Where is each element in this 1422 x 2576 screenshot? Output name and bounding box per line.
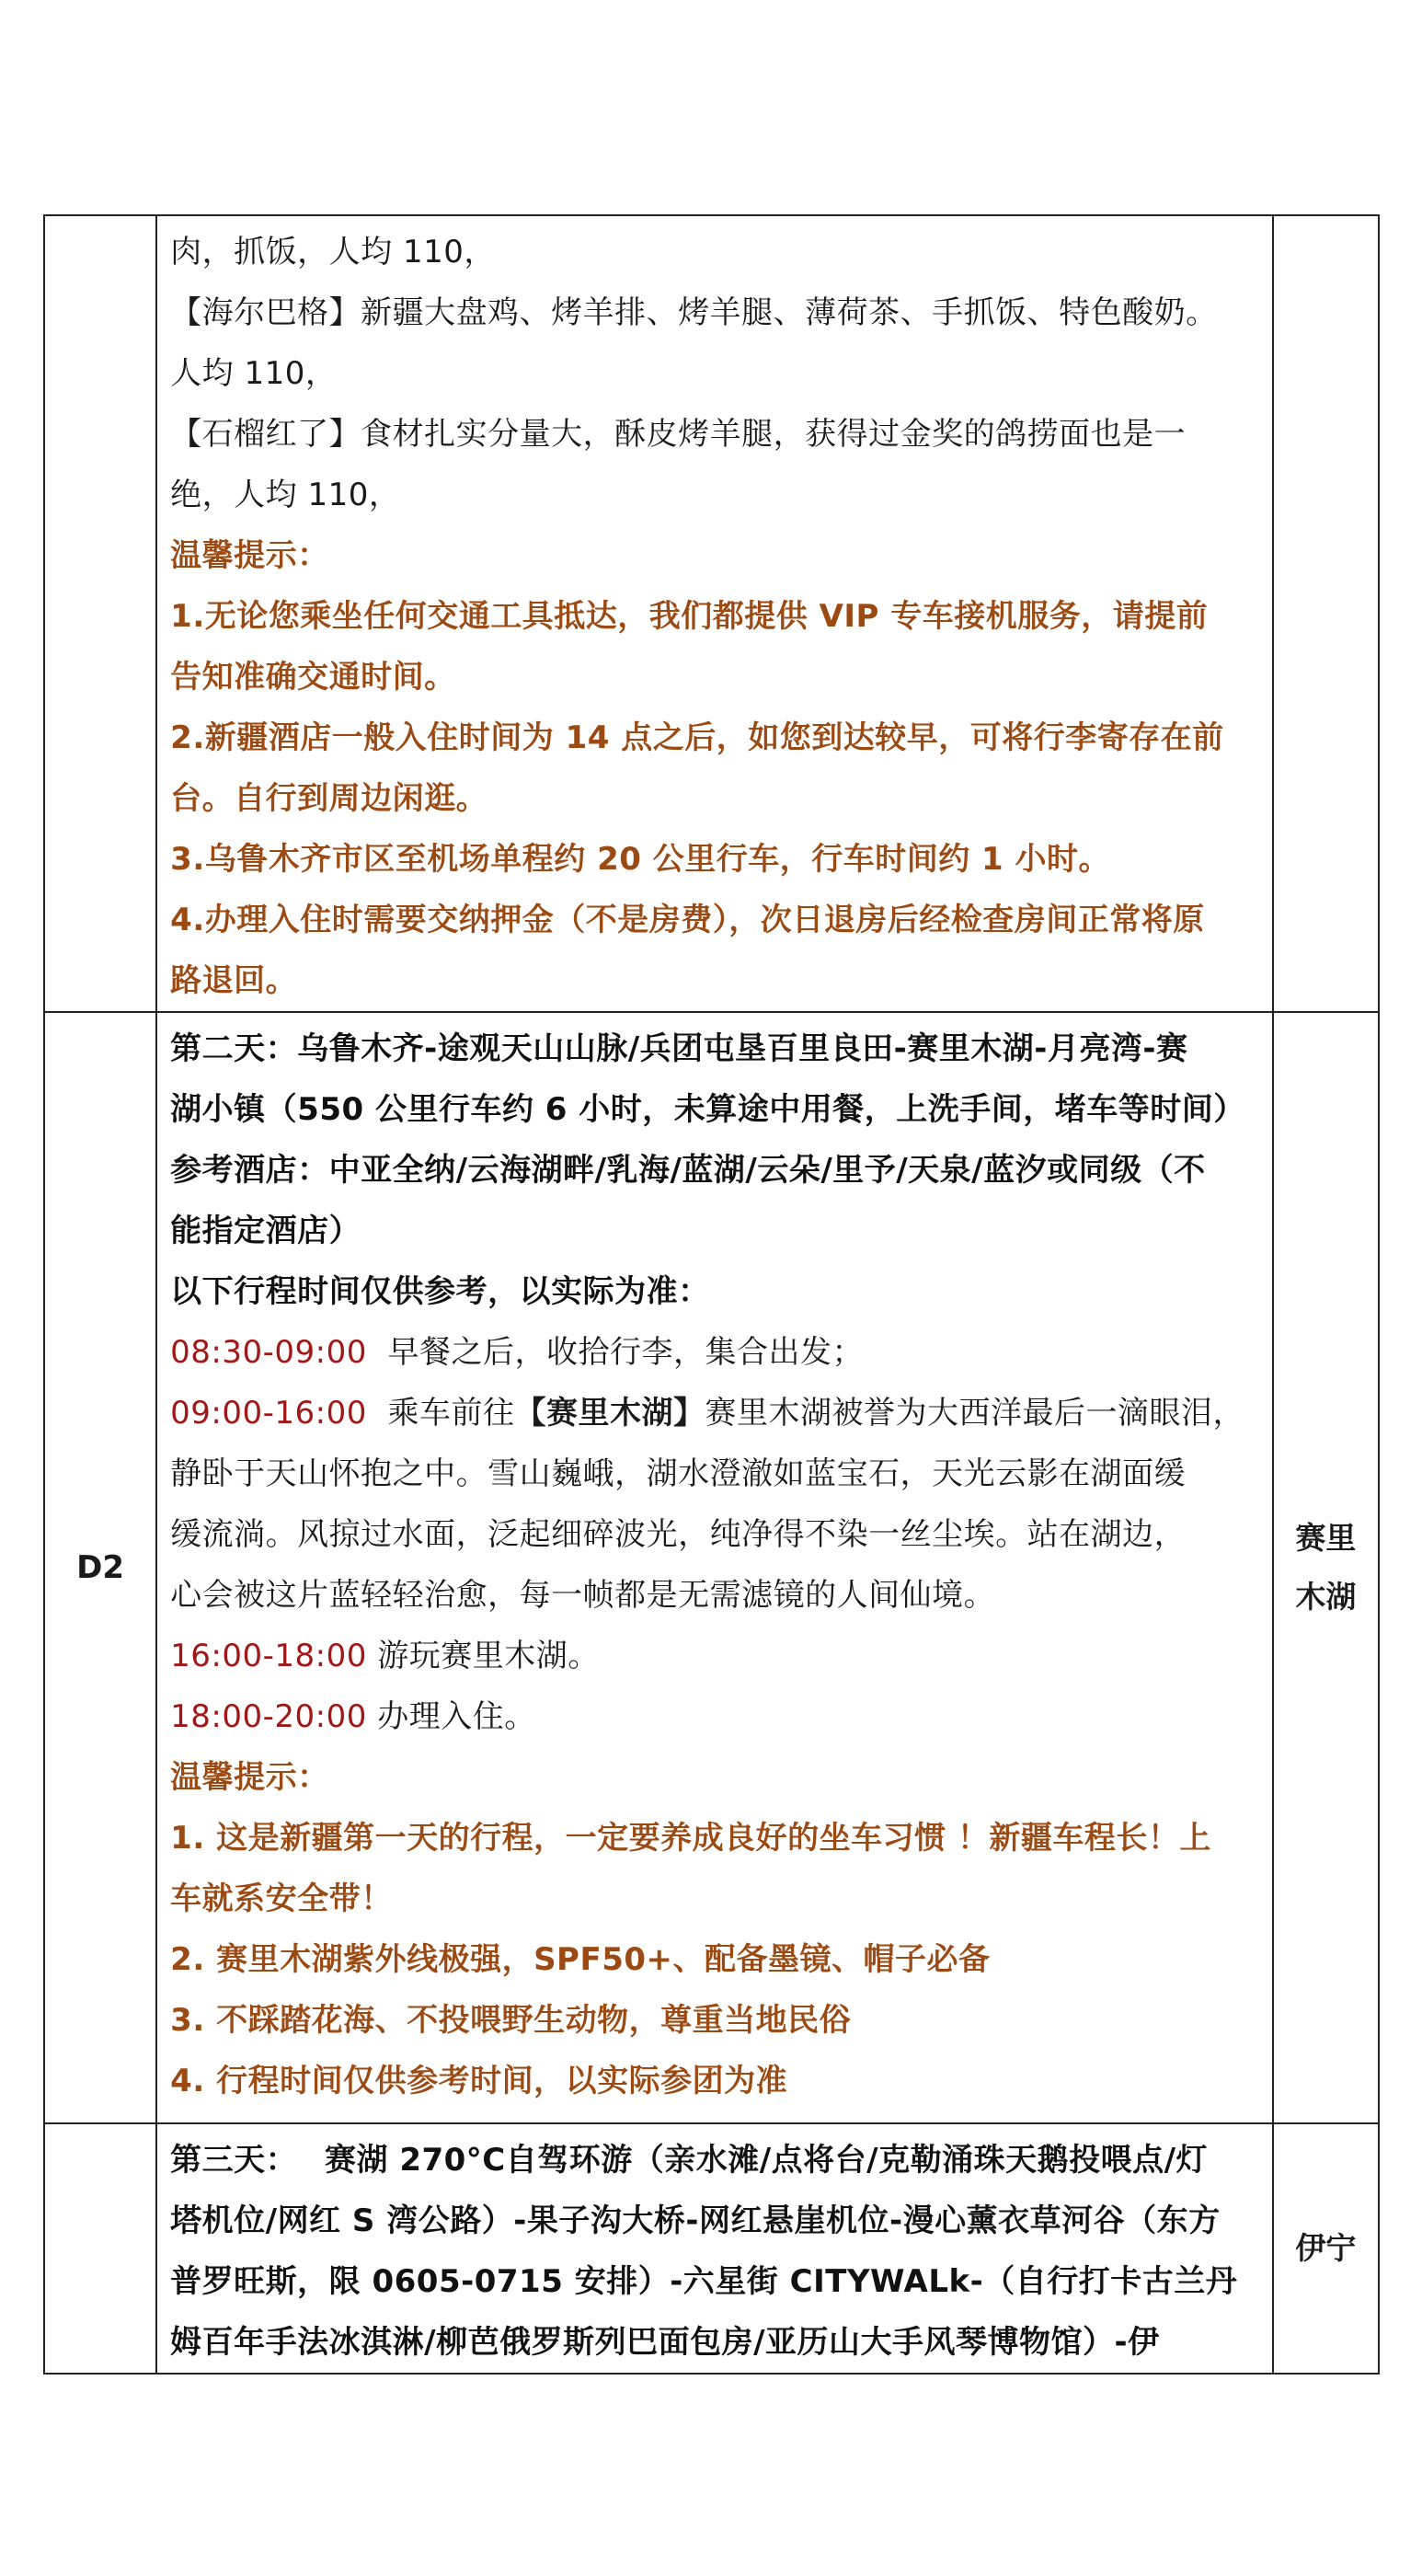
hotel-line: 能指定酒店） <box>170 1213 361 1249</box>
schedule-item <box>170 1383 1259 1443</box>
tip-line: 4. 行程时间仅供参考时间，以实际参团为准 <box>170 2063 788 2099</box>
tip-line: 告知准确交通时间。 <box>170 659 456 696</box>
food-line: 【石榴红了】食材扎实分量大，酥皮烤羊腿，获得过金奖的鸽捞面也是一 <box>170 416 1187 453</box>
hotel-line: 参考酒店：中亚全纳/云海湖畔/乳海/蓝湖/云朵/里予/天泉/蓝汐或同级（不 <box>170 1152 1206 1189</box>
schedule-time: 08:30-09:00 <box>170 1334 367 1371</box>
schedule-time: 16:00-18:00 <box>170 1638 367 1674</box>
itinerary-detail-cell <box>156 1012 1273 2123</box>
schedule-text: 办理入住。 <box>377 1698 536 1735</box>
day-cell <box>44 215 156 1012</box>
itinerary-row-day1 <box>44 215 1379 1012</box>
tips-heading: 温馨提示： <box>170 1759 329 1796</box>
location-label: 赛里木湖 <box>1295 1520 1357 1615</box>
description-line: 心会被这片蓝轻轻治愈，每一帧都是无需滤镜的人间仙境。 <box>170 1577 996 1614</box>
schedule-note: 以下行程时间仅供参考，以实际为准： <box>170 1273 710 1310</box>
schedule-text: 赛里木湖被誉为大西洋最后一滴眼泪， <box>705 1395 1245 1432</box>
tip-line: 3. 不踩踏花海、不投喂野生动物，尊重当地民俗 <box>170 2002 852 2039</box>
location-cell <box>1273 215 1379 1012</box>
day-heading-line: 姆百年手法冰淇淋/柳芭俄罗斯列巴面包房/亚历山大手风琴博物馆）-伊 <box>170 2324 1160 2361</box>
schedule-time: 18:00-20:00 <box>170 1698 367 1735</box>
schedule-text: 乘车前往 <box>387 1395 515 1432</box>
schedule-item <box>170 1626 1259 1686</box>
day-heading-line: 普罗旺斯，限 0605-0715 安排）-六星街 CITYWALk-（自行打卡古兰丹 <box>170 2263 1238 2300</box>
itinerary-table <box>43 214 1380 2375</box>
tip-line: 台。自行到周边闲逛。 <box>170 780 488 817</box>
day-heading-line: 塔机位/网红 S 湾公路）-果子沟大桥-网红悬崖机位-漫心薰衣草河谷（东方 <box>170 2202 1221 2239</box>
tip-line: 2.新疆酒店一般入住时间为 14 点之后，如您到达较早，可将行李寄存在前 <box>170 719 1224 756</box>
day-label: D2 <box>76 1549 125 1586</box>
location-cell <box>1273 2123 1379 2374</box>
day-heading-line: 第二天：乌鲁木齐-途观天山山脉/兵团屯垦百里良田-赛里木湖-月亮湾-赛 <box>170 1030 1188 1067</box>
location-cell <box>1273 1012 1379 2123</box>
tip-line: 1.无论您乘坐任何交通工具抵达，我们都提供 VIP 专车接机服务，请提前 <box>170 598 1209 635</box>
itinerary-row-day3 <box>44 2123 1379 2374</box>
description-line: 缓流淌。风掠过水面，泛起细碎波光，纯净得不染一丝尘埃。站在湖边， <box>170 1516 1187 1553</box>
tips-heading: 温馨提示： <box>170 537 329 574</box>
tip-line: 路退回。 <box>170 962 298 999</box>
tip-line: 4.办理入住时需要交纳押金（不是房费），次日退房后经检查房间正常将原 <box>170 902 1205 938</box>
tip-line: 2. 赛里木湖紫外线极强，SPF50+、配备墨镜、帽子必备 <box>170 1941 991 1978</box>
food-line: 肉，抓饭，人均 110， <box>170 234 496 270</box>
day-heading-line: 湖小镇（550 公里行车约 6 小时，未算途中用餐，上洗手间，堵车等时间） <box>170 1091 1245 1128</box>
day-cell <box>44 2123 156 2374</box>
location-label: 伊宁 <box>1295 2230 1357 2266</box>
tip-line: 车就系安全带！ <box>170 1880 393 1917</box>
schedule-item <box>170 1686 1259 1747</box>
food-line: 【海尔巴格】新疆大盘鸡、烤羊排、烤羊腿、薄荷茶、手抓饭、特色酸奶。 <box>170 294 1218 331</box>
itinerary-detail-cell <box>156 215 1273 1012</box>
day-heading-line: 第三天： 赛湖 270°C自驾环游（亲水滩/点将台/克勒涌珠天鹅投喂点/灯 <box>170 2142 1209 2179</box>
attraction-name: 【赛里木湖】 <box>514 1395 705 1432</box>
food-line: 人均 110， <box>170 355 338 392</box>
schedule-time: 09:00-16:00 <box>170 1395 367 1432</box>
description-line: 静卧于天山怀抱之中。雪山巍峨，湖水澄澈如蓝宝石，天光云影在湖面缓 <box>170 1455 1187 1492</box>
tip-line: 3.乌鲁木齐市区至机场单程约 20 公里行车，行车时间约 1 小时。 <box>170 841 1111 878</box>
itinerary-detail-cell <box>156 2123 1273 2374</box>
food-line: 绝，人均 110， <box>170 477 401 513</box>
tip-line: 1. 这是新疆第一天的行程，一定要养成良好的坐车习惯 ！新疆车程长！上 <box>170 1820 1211 1857</box>
day-cell <box>44 1012 156 2123</box>
schedule-text: 游玩赛里木湖。 <box>377 1638 600 1674</box>
schedule-item <box>170 1322 1259 1383</box>
schedule-text: 早餐之后，收拾行李，集合出发； <box>387 1334 865 1371</box>
itinerary-row-day2 <box>44 1012 1379 2123</box>
